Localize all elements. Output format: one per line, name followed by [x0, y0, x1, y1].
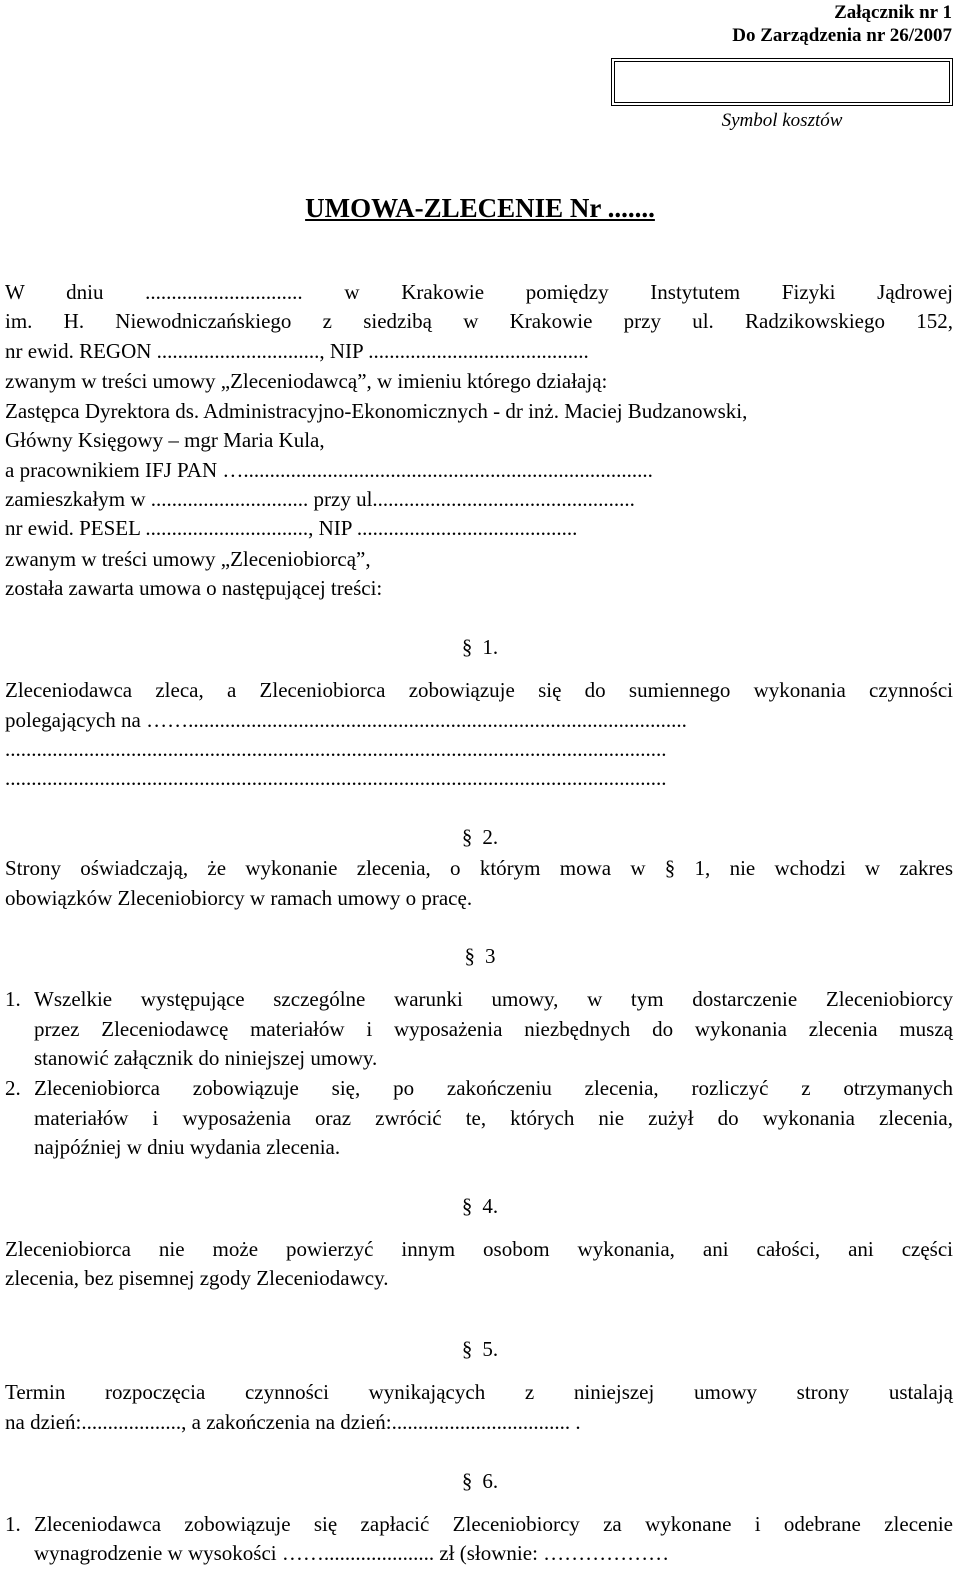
paragraph-line: stanowić załącznik do niniejszej umowy. [34, 1046, 378, 1070]
cost-symbol-box[interactable] [611, 58, 953, 106]
intro-line: a pracownikiem IFJ PAN ….............................................................................. [5, 458, 653, 482]
ordinance-reference: Do Zarządzenia nr 26/2007 [732, 25, 952, 46]
section-symbol: § [461, 1469, 473, 1493]
paragraph-line: .............................................................................................................................. [5, 766, 667, 790]
section-heading-5 [0, 1337, 960, 1362]
paragraph-line: .............................................................................................................................. [5, 737, 667, 761]
paragraph-line: Zleceniobiorca nie może powierzyć innym osobom wykonania, ani całości, ani części [5, 1237, 953, 1261]
intro-line: zamieszkałym w .............................. przy ul.................................................. [5, 487, 635, 511]
paragraph-line: na dzień:..................., a zakończenia na dzień:.................................. . [5, 1410, 581, 1434]
section-heading-4 [0, 1194, 960, 1219]
section-heading-2 [0, 825, 960, 850]
paragraph-line: Zleceniodawca zleca, a Zleceniobiorca zobowiązuje się do sumiennego wykonania czynności [5, 678, 953, 702]
section-number: 5. [482, 1337, 499, 1361]
item-number: 1. [5, 1512, 21, 1536]
paragraph-line: zlecenia, bez pisemnej zgody Zleceniodawcy. [5, 1266, 389, 1290]
cost-symbol-caption: Symbol kosztów [721, 110, 843, 131]
section-number: 3 [485, 944, 496, 968]
paragraph-line: Zleceniodawca zobowiązuje się zapłacić Zleceniobiorcy za wykonane i odebrane zlecenie [34, 1512, 953, 1536]
intro-line: Zastępca Dyrektora ds. Administracyjno-Ekonomicznych - dr inż. Maciej Budzanowski, [5, 399, 748, 423]
intro-line: W dniu .............................. w Krakowie pomiędzy Instytutem Fizyki Jądrowej [5, 280, 953, 304]
section-symbol: § [461, 825, 473, 849]
intro-line: została zawarta umowa o następującej treści: [5, 576, 383, 600]
section-number: 6. [482, 1469, 499, 1493]
intro-line: im. H. Niewodniczańskiego z siedzibą w Krakowie przy ul. Radzikowskiego 152, [5, 309, 953, 333]
contract-title: UMOWA-ZLECENIE Nr ....... [305, 193, 655, 223]
section-symbol: § [461, 635, 473, 659]
paragraph-line: przez Zleceniodawcę materiałów i wyposażenia niezbędnych do wykonania zlecenia muszą [34, 1017, 953, 1041]
paragraph-line: polegających na ……............................................................................................... [5, 708, 687, 732]
section-heading-1 [0, 635, 960, 660]
paragraph-line: materiałów i wyposażenia oraz zwrócić te, których nie zużył do wykonania zlecenia, [34, 1106, 953, 1130]
paragraph-line: Zleceniobiorca zobowiązuje się, po zakończeniu zlecenia, rozliczyć z otrzymanych [34, 1076, 953, 1100]
section-symbol: § [461, 1337, 473, 1361]
paragraph-line: Strony oświadczają, że wykonanie zlecenia, o którym mowa w § 1, nie wchodzi w zakres [5, 856, 953, 880]
annex-number: Załącznik nr 1 [834, 2, 952, 23]
item-number: 1. [5, 987, 21, 1011]
paragraph-line: najpóźniej w dniu wydania zlecenia. [34, 1135, 341, 1159]
intro-line: zwanym w treści umowy „Zleceniobiorcą”, [5, 547, 371, 571]
intro-line: Główny Księgowy – mgr Maria Kula, [5, 428, 325, 452]
section-symbol: § [461, 1194, 473, 1218]
paragraph-line: wynagrodzenie w wysokości ……..................... zł (słownie: ……………… [34, 1541, 670, 1565]
paragraph-line: obowiązków Zleceniobiorcy w ramach umowy o pracę. [5, 886, 473, 910]
intro-line: nr ewid. PESEL ..............................., NIP .......................................... [5, 516, 578, 540]
section-symbol: § [464, 944, 475, 968]
section-number: 1. [482, 635, 499, 659]
section-number: 2. [482, 825, 499, 849]
intro-line: nr ewid. REGON ..............................., NIP .......................................... [5, 339, 589, 363]
section-heading-6 [0, 1469, 960, 1494]
section-number: 4. [482, 1194, 499, 1218]
intro-line: zwanym w treści umowy „Zleceniodawcą”, w imieniu którego działają: [5, 369, 608, 393]
item-number: 2. [5, 1076, 21, 1100]
paragraph-line: Termin rozpoczęcia czynności wynikających z niniejszej umowy strony ustalają [5, 1380, 953, 1404]
paragraph-line: Wszelkie występujące szczególne warunki umowy, w tym dostarczenie Zleceniobiorcy [34, 987, 953, 1011]
section-heading-3 [0, 944, 960, 969]
